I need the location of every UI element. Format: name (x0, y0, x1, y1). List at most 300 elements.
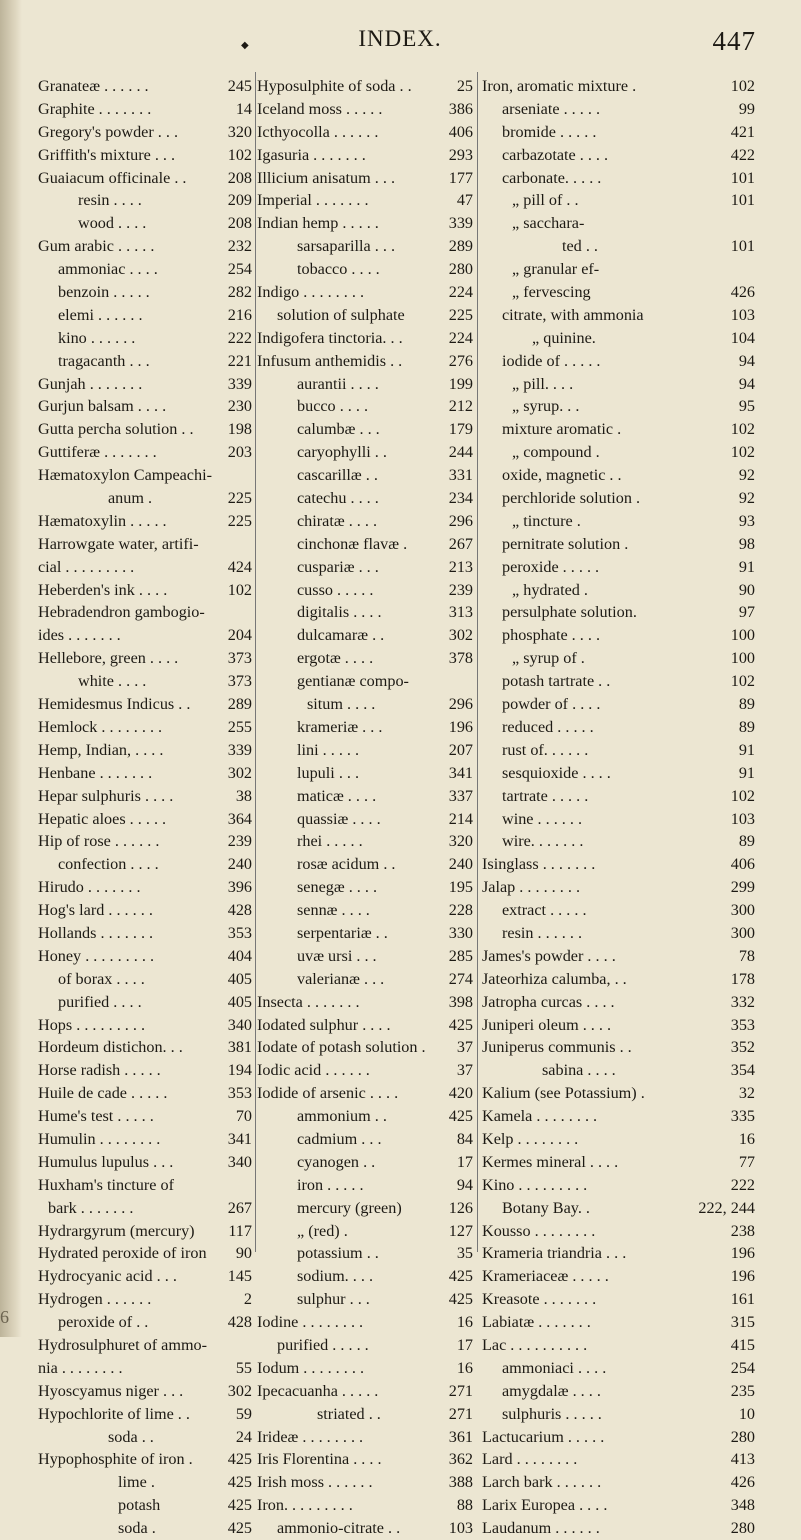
entry-term: Gurjun balsam . . . . (38, 397, 167, 416)
index-entry (482, 1242, 755, 1265)
index-entry (38, 441, 252, 464)
entry-page-ref: 315 (730, 1313, 755, 1332)
index-entry (257, 350, 473, 373)
index-entry (257, 670, 473, 693)
entry-term: phosphate . . . . (502, 626, 601, 645)
entry-page-ref: 254 (730, 1358, 755, 1377)
entry-term: perchloride solution . (502, 489, 641, 508)
index-entry (257, 991, 473, 1014)
entry-page-ref: 194 (227, 1061, 252, 1080)
index-entry (257, 876, 473, 899)
index-entry (482, 167, 755, 190)
entry-term: Hydrargyrum (mercury) (38, 1221, 195, 1240)
index-entry (482, 1380, 755, 1403)
entry-term: Indian hemp . . . . . (257, 214, 379, 233)
entry-page-ref: 302 (227, 1381, 252, 1400)
entry-page-ref: 216 (227, 305, 252, 324)
index-entry (482, 1265, 755, 1288)
index-entry (482, 693, 755, 716)
entry-page-ref: 102 (227, 145, 252, 164)
index-entry (482, 899, 755, 922)
entry-page-ref: 330 (448, 923, 473, 942)
entry-term: resin . . . . (78, 191, 142, 210)
entry-page-ref: 95 (738, 397, 755, 416)
entry-page-ref: 302 (227, 763, 252, 782)
index-entry (38, 693, 252, 716)
index-entry (257, 716, 473, 739)
entry-term: bromide . . . . . (502, 122, 597, 141)
index-entry (257, 98, 473, 121)
index-entry (482, 716, 755, 739)
entry-page-ref: 285 (448, 946, 473, 965)
index-entry (482, 808, 755, 831)
entry-page-ref: 425 (227, 1473, 252, 1492)
index-entry (482, 1426, 755, 1449)
index-entry (257, 579, 473, 602)
index-entry (482, 487, 755, 510)
entry-page-ref: 90 (738, 580, 755, 599)
entry-page-ref: 280 (730, 1519, 755, 1538)
entry-term: Kelp . . . . . . . . (482, 1129, 579, 1148)
entry-term: persulphate solution. (502, 603, 637, 622)
entry-page-ref: 25 (456, 77, 473, 95)
entry-term: Iodum . . . . . . . . (257, 1358, 365, 1377)
index-entry (38, 556, 252, 579)
index-entry (38, 281, 252, 304)
index-entry (257, 533, 473, 556)
index-entry (257, 1517, 473, 1540)
entry-page-ref: 353 (227, 1084, 252, 1103)
entry-page-ref: 426 (730, 1473, 755, 1492)
index-entry (257, 281, 473, 304)
entry-page-ref: 77 (738, 1152, 755, 1171)
entry-page-ref: 234 (448, 489, 473, 508)
entry-term: Iodate of potash solution . (257, 1038, 426, 1057)
entry-page-ref: 78 (738, 946, 755, 965)
entry-page-ref: 93 (738, 511, 755, 530)
entry-term: Harrowgate water, artifi- (38, 534, 199, 553)
entry-page-ref: 196 (730, 1267, 755, 1286)
entry-page-ref: 94 (456, 1175, 473, 1194)
index-entry (257, 1105, 473, 1128)
entry-page-ref: 361 (448, 1427, 473, 1446)
entry-term: cadmium . . . (297, 1129, 382, 1148)
index-entry (257, 968, 473, 991)
entry-page-ref: 354 (730, 1061, 755, 1080)
entry-page-ref: 341 (227, 1129, 252, 1148)
entry-term: confection . . . . (58, 855, 159, 874)
index-entry (482, 601, 755, 624)
entry-page-ref: 14 (235, 99, 252, 118)
entry-term: ammonio-citrate . . (277, 1519, 401, 1538)
index-entry (257, 510, 473, 533)
index-entry (38, 1014, 252, 1037)
entry-page-ref: 331 (448, 466, 473, 485)
entry-term: purified . . . . . (277, 1335, 369, 1354)
index-entry (257, 212, 473, 235)
entry-term: ides . . . . . . . (38, 626, 121, 645)
index-entry (257, 945, 473, 968)
entry-page-ref: 353 (227, 923, 252, 942)
entry-term: „ pill. . . . (512, 374, 574, 393)
index-entry (38, 1448, 252, 1471)
index-entry (38, 327, 252, 350)
index-entry (38, 464, 252, 487)
entry-page-ref: 425 (448, 1107, 473, 1126)
index-entry (257, 327, 473, 350)
index-column-3 (482, 75, 755, 1540)
page-number: 447 (712, 26, 756, 56)
entry-page-ref: 341 (448, 763, 473, 782)
index-entry (257, 235, 473, 258)
entry-term: Indigo . . . . . . . . (257, 283, 365, 302)
entry-term: Ipecacuanha . . . . . (257, 1381, 379, 1400)
entry-page-ref: 232 (227, 237, 252, 256)
entry-page-ref: 98 (738, 534, 755, 553)
page-title: INDEX. (358, 26, 442, 51)
index-entry (482, 670, 755, 693)
index-entry (482, 1494, 755, 1517)
entry-term: cial . . . . . . . . . (38, 557, 135, 576)
entry-page-ref: 320 (448, 832, 473, 851)
index-entry (482, 1311, 755, 1334)
index-entry (38, 1334, 252, 1357)
index-entry (257, 464, 473, 487)
index-entry (38, 968, 252, 991)
entry-page-ref: 225 (227, 511, 252, 530)
index-entry (257, 1242, 473, 1265)
entry-page-ref: 235 (730, 1381, 755, 1400)
entry-page-ref: 100 (730, 649, 755, 668)
entry-page-ref: 92 (738, 489, 755, 508)
index-entry (38, 1288, 252, 1311)
index-entry (257, 441, 473, 464)
entry-page-ref: 178 (730, 969, 755, 988)
entry-term: Iron. . . . . . . . . (257, 1496, 353, 1515)
index-entry (257, 1128, 473, 1151)
entry-page-ref: 177 (448, 168, 473, 187)
index-entry (38, 991, 252, 1014)
entry-term: sodium. . . . (297, 1267, 373, 1286)
entry-page-ref: 300 (730, 923, 755, 942)
index-entry (257, 556, 473, 579)
entry-term: Hordeum distichon. . . (38, 1038, 183, 1057)
entry-term: anum . (108, 489, 153, 508)
entry-page-ref: 296 (448, 695, 473, 714)
index-entry (482, 968, 755, 991)
entry-page-ref: 353 (730, 1015, 755, 1034)
entry-term: Huile de cade . . . . . (38, 1084, 168, 1103)
entry-page-ref: 32 (738, 1084, 755, 1103)
entry-page-ref: 199 (448, 374, 473, 393)
entry-term: Larix Europea . . . . (482, 1496, 608, 1515)
entry-term: lini . . . . . (297, 740, 360, 759)
entry-term: Jalap . . . . . . . . (482, 878, 581, 897)
index-entry (482, 327, 755, 350)
entry-term: Insecta . . . . . . . (257, 992, 360, 1011)
index-entry (482, 1197, 755, 1220)
entry-page-ref: 271 (448, 1404, 473, 1423)
entry-page-ref: 335 (730, 1107, 755, 1126)
index-entry (38, 922, 252, 945)
index-entry (482, 1288, 755, 1311)
entry-page-ref: 35 (456, 1244, 473, 1263)
entry-term: digitalis . . . . (297, 603, 382, 622)
entry-page-ref: 102 (730, 786, 755, 805)
entry-term: carbonate. . . . . (502, 168, 602, 187)
entry-term: Krameriaceæ . . . . . (482, 1267, 609, 1286)
index-entry (257, 167, 473, 190)
index-entry (257, 1014, 473, 1037)
entry-term: Hemp, Indian, . . . . (38, 740, 164, 759)
index-entry (482, 258, 755, 281)
index-entry (482, 441, 755, 464)
index-entry (38, 1265, 252, 1288)
entry-page-ref: 373 (227, 672, 252, 691)
entry-term: citrate, with ammonia (502, 305, 644, 324)
index-entry (482, 1334, 755, 1357)
index-entry (257, 1151, 473, 1174)
entry-term: James's powder . . . . (482, 946, 616, 965)
index-entry (38, 1403, 252, 1426)
entry-page-ref: 89 (738, 832, 755, 851)
entry-page-ref: 293 (448, 145, 473, 164)
entry-page-ref: 145 (227, 1267, 252, 1286)
entry-term: potash tartrate . . (502, 672, 611, 691)
index-entry (257, 601, 473, 624)
index-entry (257, 899, 473, 922)
entry-page-ref: 209 (227, 191, 252, 210)
entry-page-ref: 289 (448, 237, 473, 256)
index-entry (257, 693, 473, 716)
entry-term: kino . . . . . . (58, 328, 136, 347)
index-entry (38, 945, 252, 968)
entry-term: peroxide of . . (58, 1313, 149, 1332)
entry-term: Kalium (see Potassium) . (482, 1084, 645, 1103)
index-entry (257, 624, 473, 647)
entry-term: cinchonæ flavæ . (297, 534, 408, 553)
entry-term: Heberden's ink . . . . (38, 580, 168, 599)
index-column-2 (257, 75, 473, 1540)
entry-term: purified . . . . (58, 992, 142, 1011)
entry-term: pernitrate solution . (502, 534, 629, 553)
index-entry (38, 1036, 252, 1059)
index-entry (482, 1448, 755, 1471)
entry-term: tobacco . . . . (297, 260, 380, 279)
entry-page-ref: 179 (448, 420, 473, 439)
entry-page-ref: 396 (227, 878, 252, 897)
entry-page-ref: 208 (227, 214, 252, 233)
entry-term: „ syrup. . . (512, 397, 580, 416)
corner-mark: 6 (0, 1307, 9, 1327)
index-entry (482, 1220, 755, 1243)
entry-term: Hyposulphite of soda . . (257, 77, 412, 95)
entry-term: „ compound . (512, 443, 600, 462)
entry-term: „ granular ef- (512, 260, 600, 279)
entry-page-ref: 198 (227, 420, 252, 439)
entry-page-ref: 405 (227, 992, 252, 1011)
entry-term: Hellebore, green . . . . (38, 649, 179, 668)
entry-page-ref: 404 (227, 946, 252, 965)
entry-page-ref: 97 (738, 603, 755, 622)
entry-term: Hydrosulphuret of ammo- (38, 1335, 208, 1354)
entry-page-ref: 398 (448, 992, 473, 1011)
entry-page-ref: 102 (227, 580, 252, 599)
entry-term: soda . (118, 1519, 156, 1538)
index-entry (38, 373, 252, 396)
entry-page-ref: 89 (738, 695, 755, 714)
entry-term: sarsaparilla . . . (297, 237, 395, 256)
entry-page-ref: 238 (730, 1221, 755, 1240)
index-entry (257, 304, 473, 327)
index-entry (482, 853, 755, 876)
entry-page-ref: 103 (730, 809, 755, 828)
entry-term: Iodic acid . . . . . . (257, 1061, 370, 1080)
entry-term: cuspariæ . . . (297, 557, 379, 576)
entry-term: Guttiferæ . . . . . . . (38, 443, 157, 462)
entry-term: nia . . . . . . . . (38, 1358, 123, 1377)
index-entry (482, 304, 755, 327)
index-entry (38, 762, 252, 785)
entry-term: „ tincture . (512, 511, 581, 530)
entry-term: mercury (green) (297, 1198, 402, 1217)
entry-page-ref: 300 (730, 901, 755, 920)
index-entry (38, 1128, 252, 1151)
entry-page-ref: 421 (730, 122, 755, 141)
index-entry (38, 1380, 252, 1403)
entry-term: caryophylli . . (297, 443, 387, 462)
entry-term: Lard . . . . . . . . (482, 1450, 578, 1469)
entry-term: „ fervescing (512, 283, 591, 302)
entry-page-ref: 94 (738, 351, 755, 370)
index-entry (482, 1128, 755, 1151)
entry-term: „ pill of . . (512, 191, 579, 210)
index-entry (257, 1311, 473, 1334)
entry-term: cascarillæ . . (297, 466, 378, 485)
entry-term: sesquioxide . . . . (502, 763, 611, 782)
entry-page-ref: 422 (730, 145, 755, 164)
index-entry (482, 189, 755, 212)
entry-term: Juniperi oleum . . . . (482, 1015, 612, 1034)
entry-page-ref: 302 (448, 626, 473, 645)
entry-term: Humulin . . . . . . . . (38, 1129, 161, 1148)
entry-page-ref: 127 (448, 1221, 473, 1240)
index-entry (38, 1174, 252, 1197)
entry-page-ref: 89 (738, 717, 755, 736)
index-entry (38, 1242, 252, 1265)
entry-page-ref: 24 (235, 1427, 252, 1446)
entry-term: sennæ . . . . (297, 901, 370, 920)
entry-page-ref: 102 (730, 77, 755, 95)
index-entry (38, 533, 252, 556)
index-entry (38, 510, 252, 533)
index-entry (257, 1220, 473, 1243)
entry-term: iron . . . . . (297, 1175, 364, 1194)
entry-page-ref: 406 (448, 122, 473, 141)
entry-page-ref: 91 (738, 740, 755, 759)
entry-term: carbazotate . . . . (502, 145, 609, 164)
index-entry (482, 533, 755, 556)
index-entry (257, 1036, 473, 1059)
entry-page-ref: 254 (227, 260, 252, 279)
entry-page-ref: 280 (448, 260, 473, 279)
entry-page-ref: 104 (730, 328, 755, 347)
entry-page-ref: 245 (227, 77, 252, 95)
index-entry (38, 1197, 252, 1220)
entry-page-ref: 271 (448, 1381, 473, 1400)
entry-term: gentianæ compo- (297, 672, 409, 691)
entry-page-ref: 88 (456, 1496, 473, 1515)
entry-term: Irish moss . . . . . . (257, 1473, 373, 1492)
entry-term: Illicium anisatum . . . (257, 168, 396, 187)
index-entry (482, 1471, 755, 1494)
entry-page-ref: 100 (730, 626, 755, 645)
index-entry (257, 418, 473, 441)
index-entry (38, 1059, 252, 1082)
entry-term: Iodide of arsenic . . . . (257, 1084, 399, 1103)
entry-term: sabina . . . . (542, 1061, 616, 1080)
entry-term: peroxide . . . . . (502, 557, 600, 576)
entry-page-ref: 240 (448, 855, 473, 874)
index-entry (257, 1403, 473, 1426)
entry-term: powder of . . . . (502, 695, 601, 714)
index-entry (482, 1517, 755, 1540)
entry-page-ref: 267 (227, 1198, 252, 1217)
index-entry (257, 1357, 473, 1380)
entry-page-ref: 94 (738, 374, 755, 393)
entry-page-ref: 207 (448, 740, 473, 759)
entry-page-ref: 406 (730, 855, 755, 874)
index-entry (257, 853, 473, 876)
index-entry (38, 235, 252, 258)
entry-term: Gum arabic . . . . . (38, 237, 155, 256)
column-divider (477, 72, 478, 1252)
index-entry (257, 1448, 473, 1471)
entry-page-ref: 2 (243, 1290, 252, 1309)
index-entry (38, 304, 252, 327)
index-entry (38, 189, 252, 212)
entry-page-ref: 37 (456, 1038, 473, 1057)
entry-page-ref: 102 (730, 443, 755, 462)
index-entry (38, 487, 252, 510)
index-entry (38, 808, 252, 831)
index-entry (38, 579, 252, 602)
entry-page-ref: 239 (227, 832, 252, 851)
entry-term: senegæ . . . . (297, 878, 378, 897)
entry-page-ref: 224 (448, 283, 473, 302)
index-entry (38, 739, 252, 762)
entry-term: „ hydrated . (512, 580, 588, 599)
entry-page-ref: 405 (227, 969, 252, 988)
entry-term: valerianæ . . . (297, 969, 385, 988)
index-entry (38, 853, 252, 876)
entry-page-ref: 196 (448, 717, 473, 736)
index-entry (482, 1357, 755, 1380)
entry-term: solution of sulphate (277, 305, 405, 324)
entry-term: „ (red) . (297, 1221, 348, 1240)
entry-term: wire. . . . . . . (502, 832, 584, 851)
entry-term: tartrate . . . . . (502, 786, 589, 805)
entry-page-ref: 17 (456, 1335, 473, 1354)
index-entry (482, 785, 755, 808)
index-entry (482, 395, 755, 418)
entry-page-ref: 102 (730, 672, 755, 691)
entry-page-ref: 103 (448, 1519, 473, 1538)
entry-term: uvæ ursi . . . (297, 946, 377, 965)
entry-term: Hemlock . . . . . . . . (38, 717, 163, 736)
entry-term: Huxham's tincture of (38, 1175, 174, 1194)
entry-term: Hydrocyanic acid . . . (38, 1267, 177, 1286)
